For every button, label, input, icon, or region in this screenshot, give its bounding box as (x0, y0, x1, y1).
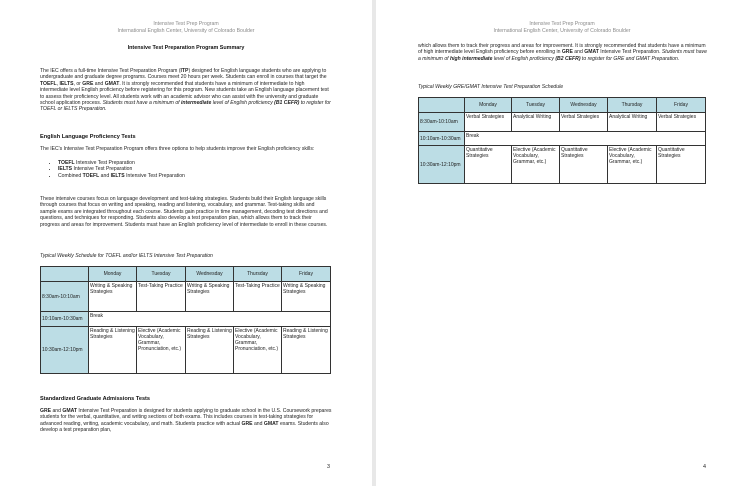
schedule-cell: Writing & Speaking Strategies (282, 282, 331, 312)
schedule-cell: Elective (Academic Vocabulary, Grammar, etc.) (512, 146, 560, 184)
day-header: Tuesday (137, 267, 186, 282)
schedule-cell: Writing & Speaking Strategies (186, 282, 234, 312)
day-header: Tuesday (512, 98, 560, 113)
time-cell: 10:30am-12:10pm (419, 146, 465, 184)
break-cell: Break (89, 312, 331, 327)
time-cell: 8:30am-10:10am (419, 113, 465, 132)
table-caption-gre: Typical Weekly GRE/GMAT Intensive Test Preparation Schedule (418, 84, 564, 90)
schedule-cell: Reading & Listening Strategies (89, 327, 137, 374)
schedule-cell: Test-Taking Practice (234, 282, 282, 312)
schedule-cell: Analytical Writing (608, 113, 657, 132)
intro-paragraph (40, 68, 332, 113)
section-heading-proficiency: English Language Proficiency Tests (40, 134, 136, 140)
gre-gmat-schedule-table (418, 97, 706, 184)
day-header: Monday (89, 267, 137, 282)
time-cell: 10:30am-12:10pm (41, 327, 89, 374)
schedule-cell: Elective (Academic Vocabulary, Grammar, etc.) (608, 146, 657, 184)
list-item: • IELTS Intensive Test Preparation (58, 166, 185, 172)
table-header-row (419, 98, 706, 113)
schedule-cell: Writing & Speaking Strategies (89, 282, 137, 312)
day-header: Monday (465, 98, 512, 113)
table-row (41, 327, 331, 374)
time-cell: 10:10am-10:30am (41, 312, 89, 327)
section-heading-graduate: Standardized Graduate Admissions Tests (40, 396, 151, 402)
toefl-ielts-schedule-table (40, 266, 331, 374)
time-cell: 10:10am-10:30am (419, 132, 465, 146)
header-program: Intensive Test Prep Program (529, 21, 595, 27)
corner-cell (41, 267, 89, 282)
page-4 (376, 0, 748, 486)
page-header (376, 21, 748, 35)
schedule-cell: Quantitative Strategies (465, 146, 512, 184)
graduate-body: GRE and GMAT Intensive Test Preparation is designed for students applying to graduate school in the U.S. Coursework prepares students for the verbal, quantitative, and writing sections of both exams. This includes courses in test-taking strategies for advanced reading, writing, academic vocabulary, and math. Students practice with actual GRE and GMAT exams. Students also develop a test preparation plan, (40, 408, 332, 434)
page-number: 3 (327, 464, 330, 470)
day-header: Wednesday (186, 267, 234, 282)
schedule-cell: Verbal Strategies (657, 113, 706, 132)
day-header: Friday (657, 98, 706, 113)
list-item: • Combined TOEFL and IELTS Intensive Test Preparation (58, 173, 185, 179)
table-row (419, 113, 706, 132)
table-row-break (41, 312, 331, 327)
table-row (419, 146, 706, 184)
schedule-cell: Verbal Strategies (560, 113, 608, 132)
schedule-cell: Quantitative Strategies (560, 146, 608, 184)
schedule-cell: Elective (Academic Vocabulary, Grammar, Pronunciation, etc.) (137, 327, 186, 374)
header-program: Intensive Test Prep Program (153, 21, 219, 27)
schedule-cell: Verbal Strategies (465, 113, 512, 132)
proficiency-intro: The IEC's Intensive Test Preparation Program offers three options to help students improve their English proficiency skills: (40, 146, 315, 152)
proficiency-body: These intensive courses focus on language development and test-taking strategies. Students build their English language skills through courses that focus on writing and speaking, reading and listening, vocabulary, and grammar. Test-taking skills and sample exams are integrated throughout each course. Students gain practice in time management, decoding test directions and questions, and techniques for responding. Students also develop a test preparation plan, which allows them to track their progress and areas for improvement. Students must have an English proficiency level of intermediate to enroll in these courses. (40, 196, 328, 228)
page-number: 4 (703, 464, 706, 470)
corner-cell (419, 98, 465, 113)
schedule-cell: Reading & Listening Strategies (186, 327, 234, 374)
header-center: International English Center, University of Colorado Boulder (493, 28, 631, 34)
list-item: • TOEFL Intensive Test Preparation (58, 160, 185, 166)
schedule-cell: Analytical Writing (512, 113, 560, 132)
time-cell: 8:30am-10:10am (41, 282, 89, 312)
table-row (41, 282, 331, 312)
day-header: Friday (282, 267, 331, 282)
intro-text: The IEC offers a full-time Intensive Test Preparation Program (ITP) designed for English language students who are applying to undergraduate and graduate degree programs. Courses meet 20 hours per week. Students can enroll in courses that target the TOEFL, IELTS, or GRE and GMAT. It is strongly recommended that students have a minimum of intermediate to high intermediate level English proficiency before registering for this program. New students take an English language placement test to assess their proficiency level. All students work with an academic advisor who can assist with the university and graduate school application process. Students must have a minimum of intermediate level of English proficiency (B1 CEFR) to register for TOEFL or IELTS Preparation. (40, 68, 331, 113)
table-caption-toefl: Typical Weekly Schedule for TOEFL and/or IELTS Intensive Test Preparation (40, 253, 213, 259)
day-header: Thursday (234, 267, 282, 282)
page-header (0, 21, 372, 35)
document-title: Intensive Test Preparation Program Summary (127, 45, 245, 51)
page-3 (0, 0, 372, 486)
schedule-cell: Quantitative Strategies (657, 146, 706, 184)
graduate-continuation: which allows them to track their progress and areas for improvement. It is strongly recommended that students have a minimum of high intermediate level English proficiency before enrolling in GRE and GMAT Intensive Test Preparation. Students must have a minimum of high intermediate level of English proficiency (B2 CEFR) to register for GRE and GMAT Preparation. (418, 43, 707, 62)
table-row-break (419, 132, 706, 146)
schedule-cell: Reading & Listening Strategies (282, 327, 331, 374)
schedule-cell: Elective (Academic Vocabulary, Grammar, Pronunciation, etc.) (234, 327, 282, 374)
table-header-row (41, 267, 331, 282)
header-center: International English Center, University of Colorado Boulder (117, 28, 255, 34)
break-cell: Break (465, 132, 706, 146)
day-header: Thursday (608, 98, 657, 113)
day-header: Wednesday (560, 98, 608, 113)
program-options-list (40, 160, 185, 179)
schedule-cell: Test-Taking Practice (137, 282, 186, 312)
